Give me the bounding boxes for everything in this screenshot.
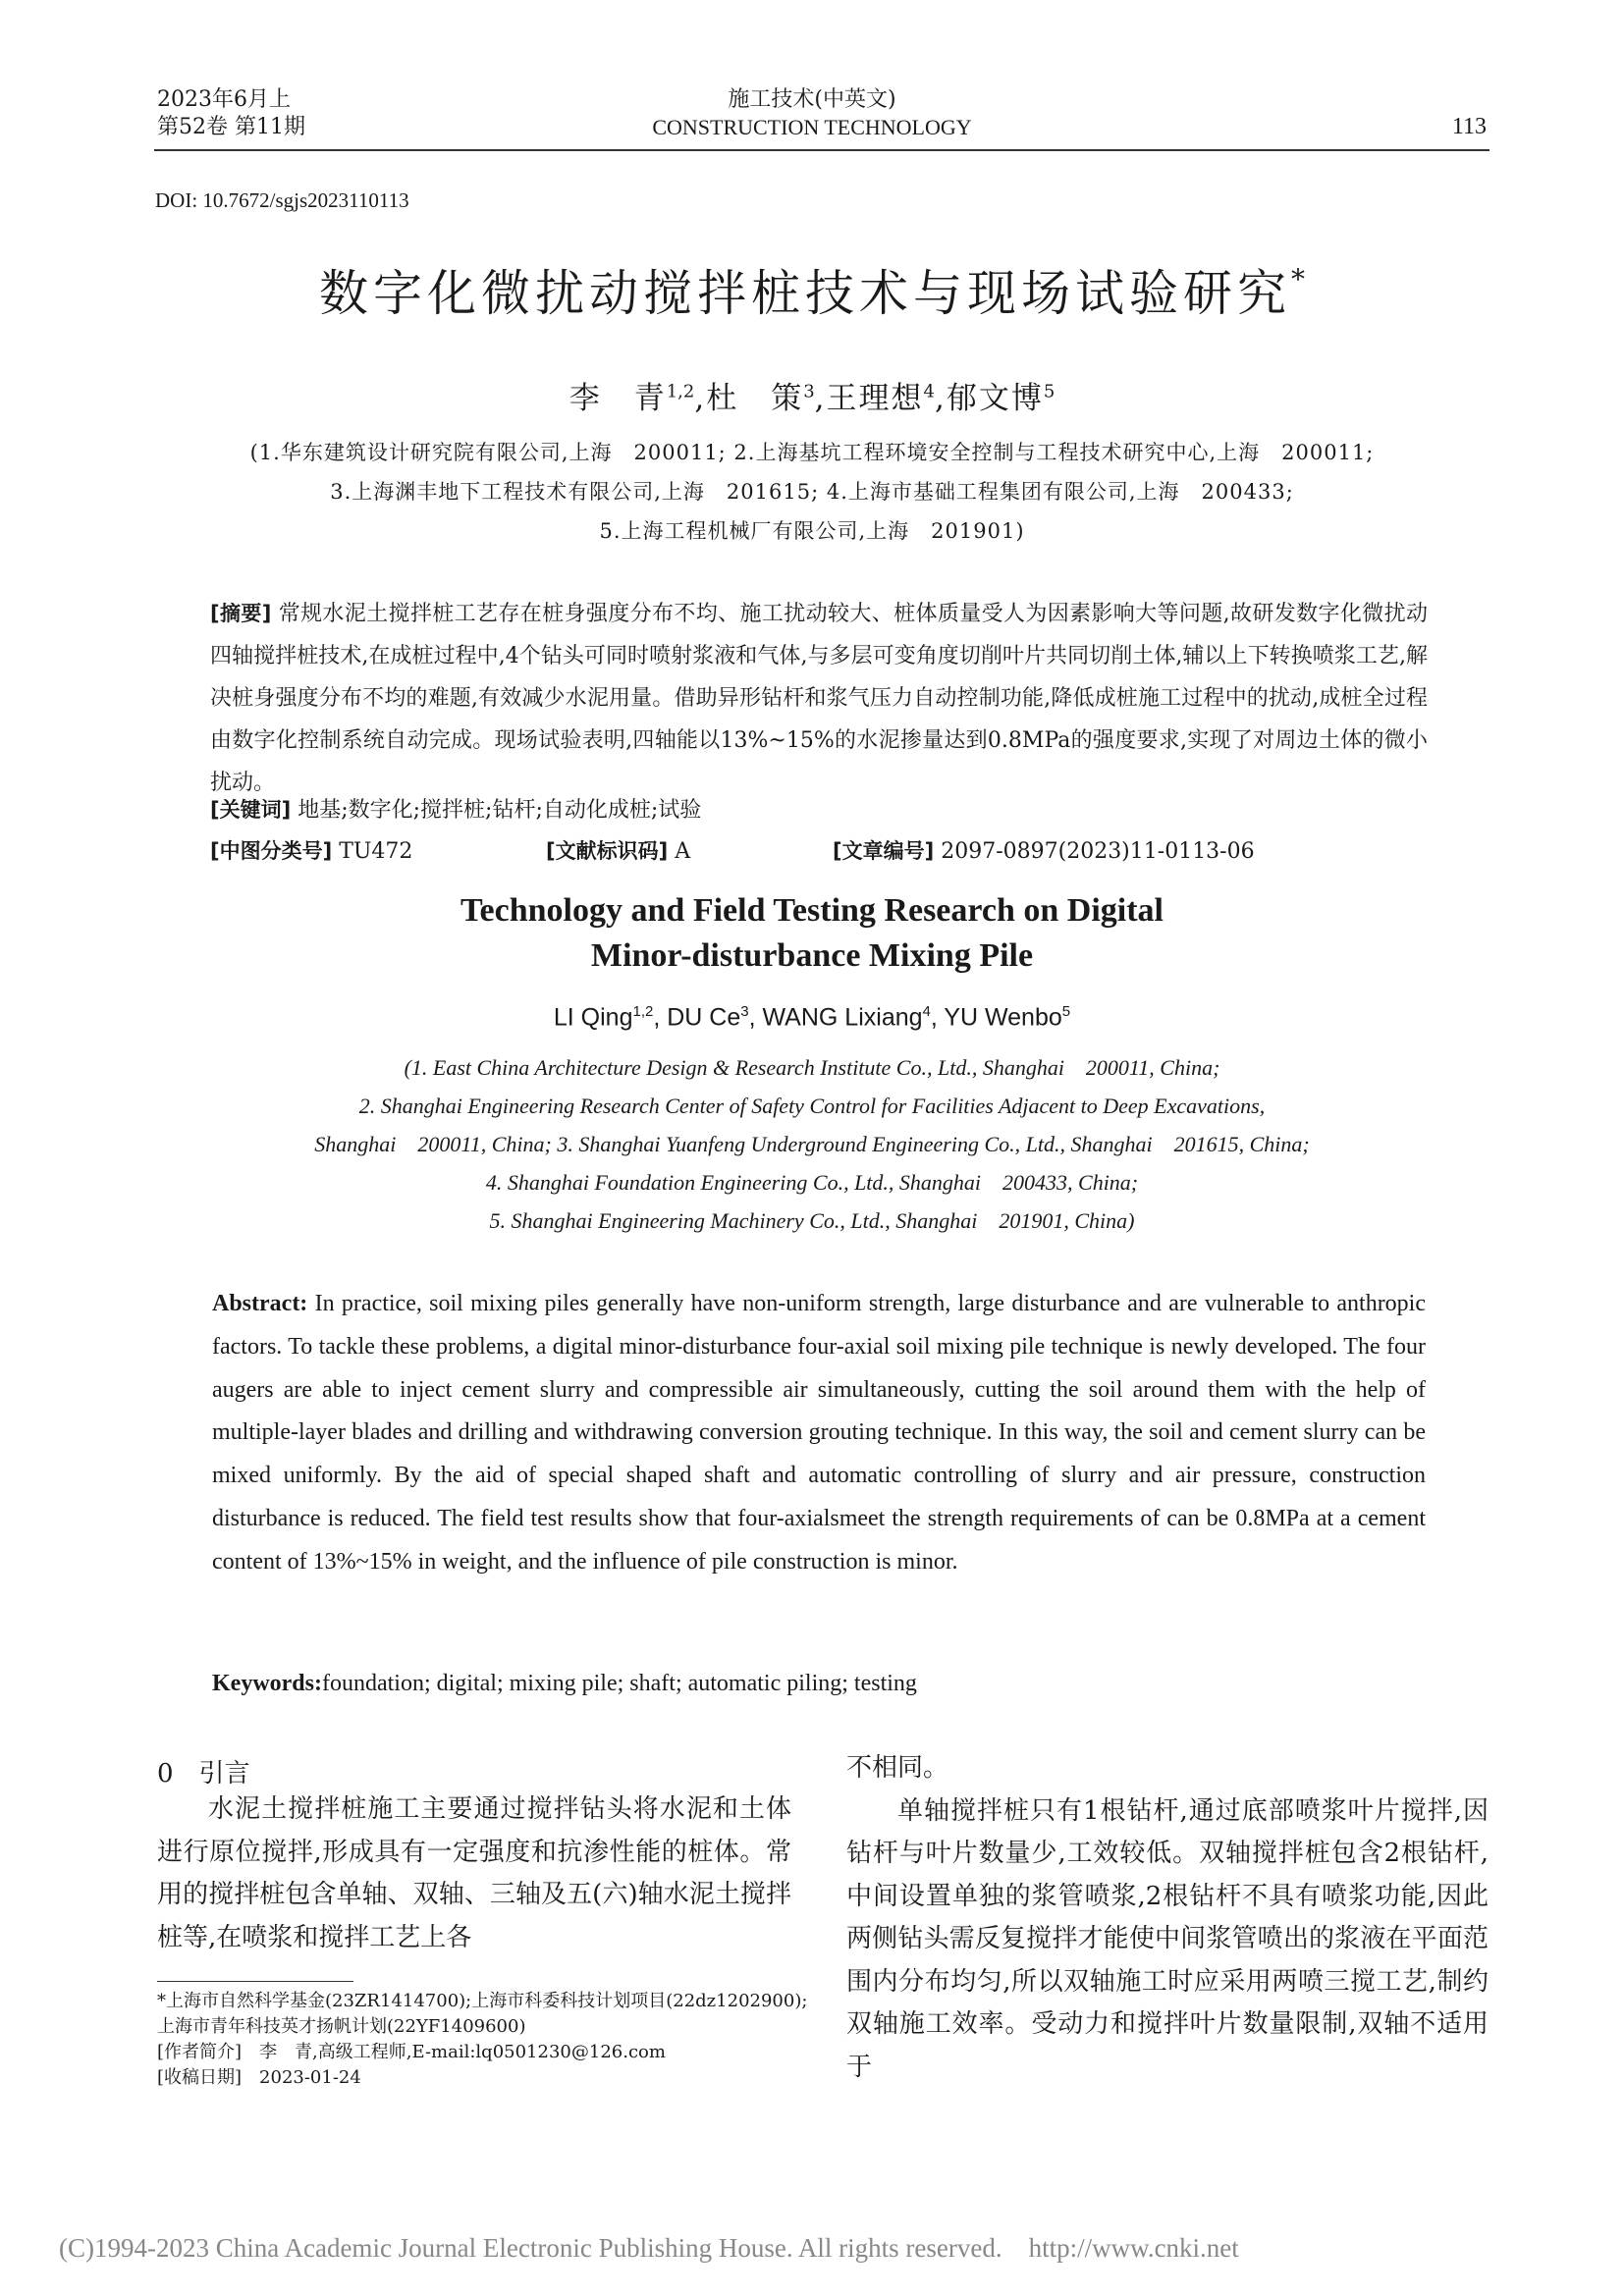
doc-code (546, 835, 690, 865)
body-right-column (846, 1747, 1489, 2089)
clc-value: TU472 (339, 839, 413, 864)
abstract-cn-text: 常规水泥土搅拌桩工艺存在桩身强度分布不均、施工扰动较大、桩体质量受人为因素影响大等问题,故研发数字化微扰动四轴搅拌桩技术,在成桩过程中,4个钻头可同时喷射浆液和气体,与多层可变角度切削叶片共同切削土体,辅以上下转换喷浆工艺,解决桩身强度分布不均的难题,有效减少水泥用量。借助异形钻杆和浆气压力自动控制功能,降低成桩施工过程中的扰动,成桩全过程由数字化控制系统自动完成。现场试验表明,四轴能以13%~15%的水泥掺量达到0.8MPa的强度要求,实现了对周边土体的微小扰动。 (210, 602, 1428, 795)
title-en-line: Minor-disturbance Mixing Pile (590, 937, 1034, 974)
doc-code-label: [文献标识码] (546, 839, 669, 863)
abstract-en-label: Abstract: (212, 1291, 308, 1316)
abstract-cn-label: [摘要] (210, 602, 272, 625)
header-rule (154, 149, 1489, 151)
article-number-value: 2097-0897(2023)11-0113-06 (941, 839, 1255, 864)
journal-name-cn: 施工技术(中英文) (728, 87, 896, 112)
journal-name-en: CONSTRUCTION TECHNOLOGY (652, 115, 972, 139)
affiliation-en: Shanghai 200011, China; 3. Shanghai Yuanfeng Underground Engineering Co., Ltd., Shanghai 201615, China; (314, 1132, 1310, 1156)
affiliation-cn: (1.华东建筑设计研究院有限公司,上海 200011; 2.上海基坑工程环境安全控制与工程技术研究中心,上海 200011; (249, 441, 1375, 464)
authors-cn: 李 青$^{1,2}$,杜 策$^3$,王理想$^4$,郁文博$^5$ (568, 381, 1056, 416)
clc-label: [中图分类号] (210, 839, 333, 863)
author-name-en: YU Wenbo (944, 1003, 1062, 1032)
keywords-en (212, 1671, 917, 1697)
author-sup: 1,2 (632, 1003, 654, 1020)
abstract-en (212, 1283, 1426, 1584)
abstract-cn (210, 593, 1428, 804)
affiliation-en: 5. Shanghai Engineering Machinery Co., Ltd., Shanghai 201901, China) (489, 1208, 1135, 1233)
keywords-cn-label: [关键词] (210, 798, 292, 822)
author-name-en: DU Ce (667, 1003, 741, 1032)
title-en-line: Technology and Field Testing Research on Digital (460, 892, 1164, 929)
title-footnote-mark: * (1291, 263, 1305, 295)
keywords-en-label: Keywords: (212, 1671, 322, 1696)
footnote-rule (157, 1981, 353, 1982)
article-number-label: [文章编号] (833, 839, 935, 863)
title-cn (0, 245, 1624, 328)
footnotes (157, 1989, 825, 2091)
clc-number (210, 835, 412, 865)
footnote-funding: *上海市自然科学基金(23ZR1414700);上海市科委科技计划项目(22dz1202900);上海市青年科技英才扬帆计划(22YF1409600) (157, 1991, 808, 2037)
affiliation-en: (1. East China Architecture Design & Research Institute Co., Ltd., Shanghai 200011, China; (404, 1055, 1220, 1080)
keywords-en-text: foundation; digital; mixing pile; shaft; automatic piling; testing (321, 1671, 917, 1696)
author-sup: 5 (1061, 1003, 1071, 1020)
affiliation-cn: 3.上海渊丰地下工程技术有限公司,上海 201615; 4.上海市基础工程集团有限公司,上海 200433; (330, 480, 1294, 504)
author-name: 李 青 (568, 381, 667, 416)
footnote-received: [收稿日期] 2023-01-24 (157, 2067, 361, 2088)
running-header-center (0, 86, 1624, 141)
body-left-column (157, 1789, 791, 1959)
copyright-notice: (C)1994-2023 China Academic Journal Electronic Publishing House. All rights reserved. http://www.cnki.net (59, 2233, 1239, 2263)
body-paragraph: 水泥土搅拌桩施工主要通过搅拌钻头将水泥和土体进行原位搅拌,形成具有一定强度和抗渗性能的桩体。常用的搅拌桩包含单轴、双轴、三轴及五(六)轴水泥土搅拌桩等,在喷浆和搅拌工艺上各 (157, 1794, 791, 1952)
author-name-en: WANG Lixiang (762, 1003, 923, 1032)
volume-issue: 第52卷 第11期 (157, 115, 305, 139)
keywords-cn (210, 793, 701, 824)
section-heading: 0 引言 (157, 1759, 250, 1789)
author-sup: 5 (1043, 381, 1056, 402)
author-sup: 4 (922, 1003, 931, 1020)
author-sup: 4 (923, 381, 935, 402)
body-paragraph-continued: 不相同。 (846, 1753, 949, 1783)
article-number (833, 835, 1255, 865)
footnote-author: [作者简介] 李 青,高级工程师,E-mail:lq0501230@126.com (157, 2042, 666, 2062)
author-sup: 3 (803, 381, 815, 402)
author-name: 郁文博 (946, 381, 1044, 416)
keywords-cn-text: 地基;数字化;搅拌桩;钻杆;自动化成桩;试验 (298, 798, 702, 823)
author-sup: 1,2 (666, 381, 695, 402)
author-name-en: LI Qing (553, 1003, 633, 1032)
author-name: 杜 策 (706, 381, 804, 416)
title-cn-text: 数字化微扰动搅拌桩技术与现场试验研究 (319, 265, 1291, 322)
affiliation-en: 4. Shanghai Foundation Engineering Co., Ltd., Shanghai 200433, China; (485, 1170, 1139, 1195)
author-sup: 3 (740, 1003, 749, 1020)
author-name: 王理想 (826, 381, 924, 416)
abstract-en-text: In practice, soil mixing piles generally have non-uniform strength, large disturbance and are vulnerable to anthropic factors. To tackle these problems, a digital minor-disturbance four-axial soil mixing pile technique is newly developed. The four augers are able to inject cement slurry and compressible air simultaneously, cutting the soil around them with the help of multiple-layer blades and drilling and withdrawing conversion grouting technique. In this way, the soil and cement slurry can be mixed uniformly. By the aid of special shaped shaft and automatic controlling of slurry and air pressure, construction disturbance is reduced. The field test results show that four-axialsmeet the strength requirements of can be 0.8MPa at a cement content of 13%~15% in weight, and the influence of pile construction is minor. (212, 1291, 1427, 1575)
page-number: 113 (1451, 114, 1487, 139)
doi: DOI: 10.7672/sgjs2023110113 (155, 188, 409, 212)
doc-code-value: A (675, 839, 691, 864)
title-en (0, 888, 1624, 979)
affiliation-cn: 5.上海工程机械厂有限公司,上海 201901) (599, 519, 1025, 543)
issue-date: 2023年6月上 (157, 87, 291, 112)
body-paragraph: 单轴搅拌桩只有1根钻杆,通过底部喷浆叶片搅拌,因钻杆与叶片数量少,工效较低。双轴搅拌桩包含2根钻杆,中间设置单独的浆管喷浆,2根钻杆不具有喷浆功能,因此两侧钻头需反复搅拌才能使中间浆管喷出的浆液在平面范围内分布均匀,所以双轴施工时应采用两喷三搅工艺,制约双轴施工效率。受动力和搅拌叶片数量限制,双轴不适用于 (846, 1795, 1489, 2082)
affiliation-en: 2. Shanghai Engineering Research Center of Safety Control for Facilities Adjacent to Deep Excavations, (358, 1094, 1266, 1118)
authors-en: LI Qing$^{1,2}$, DU Ce$^3$, WANG Lixiang$^4$, YU Wenbo$^5$ (553, 1003, 1071, 1032)
